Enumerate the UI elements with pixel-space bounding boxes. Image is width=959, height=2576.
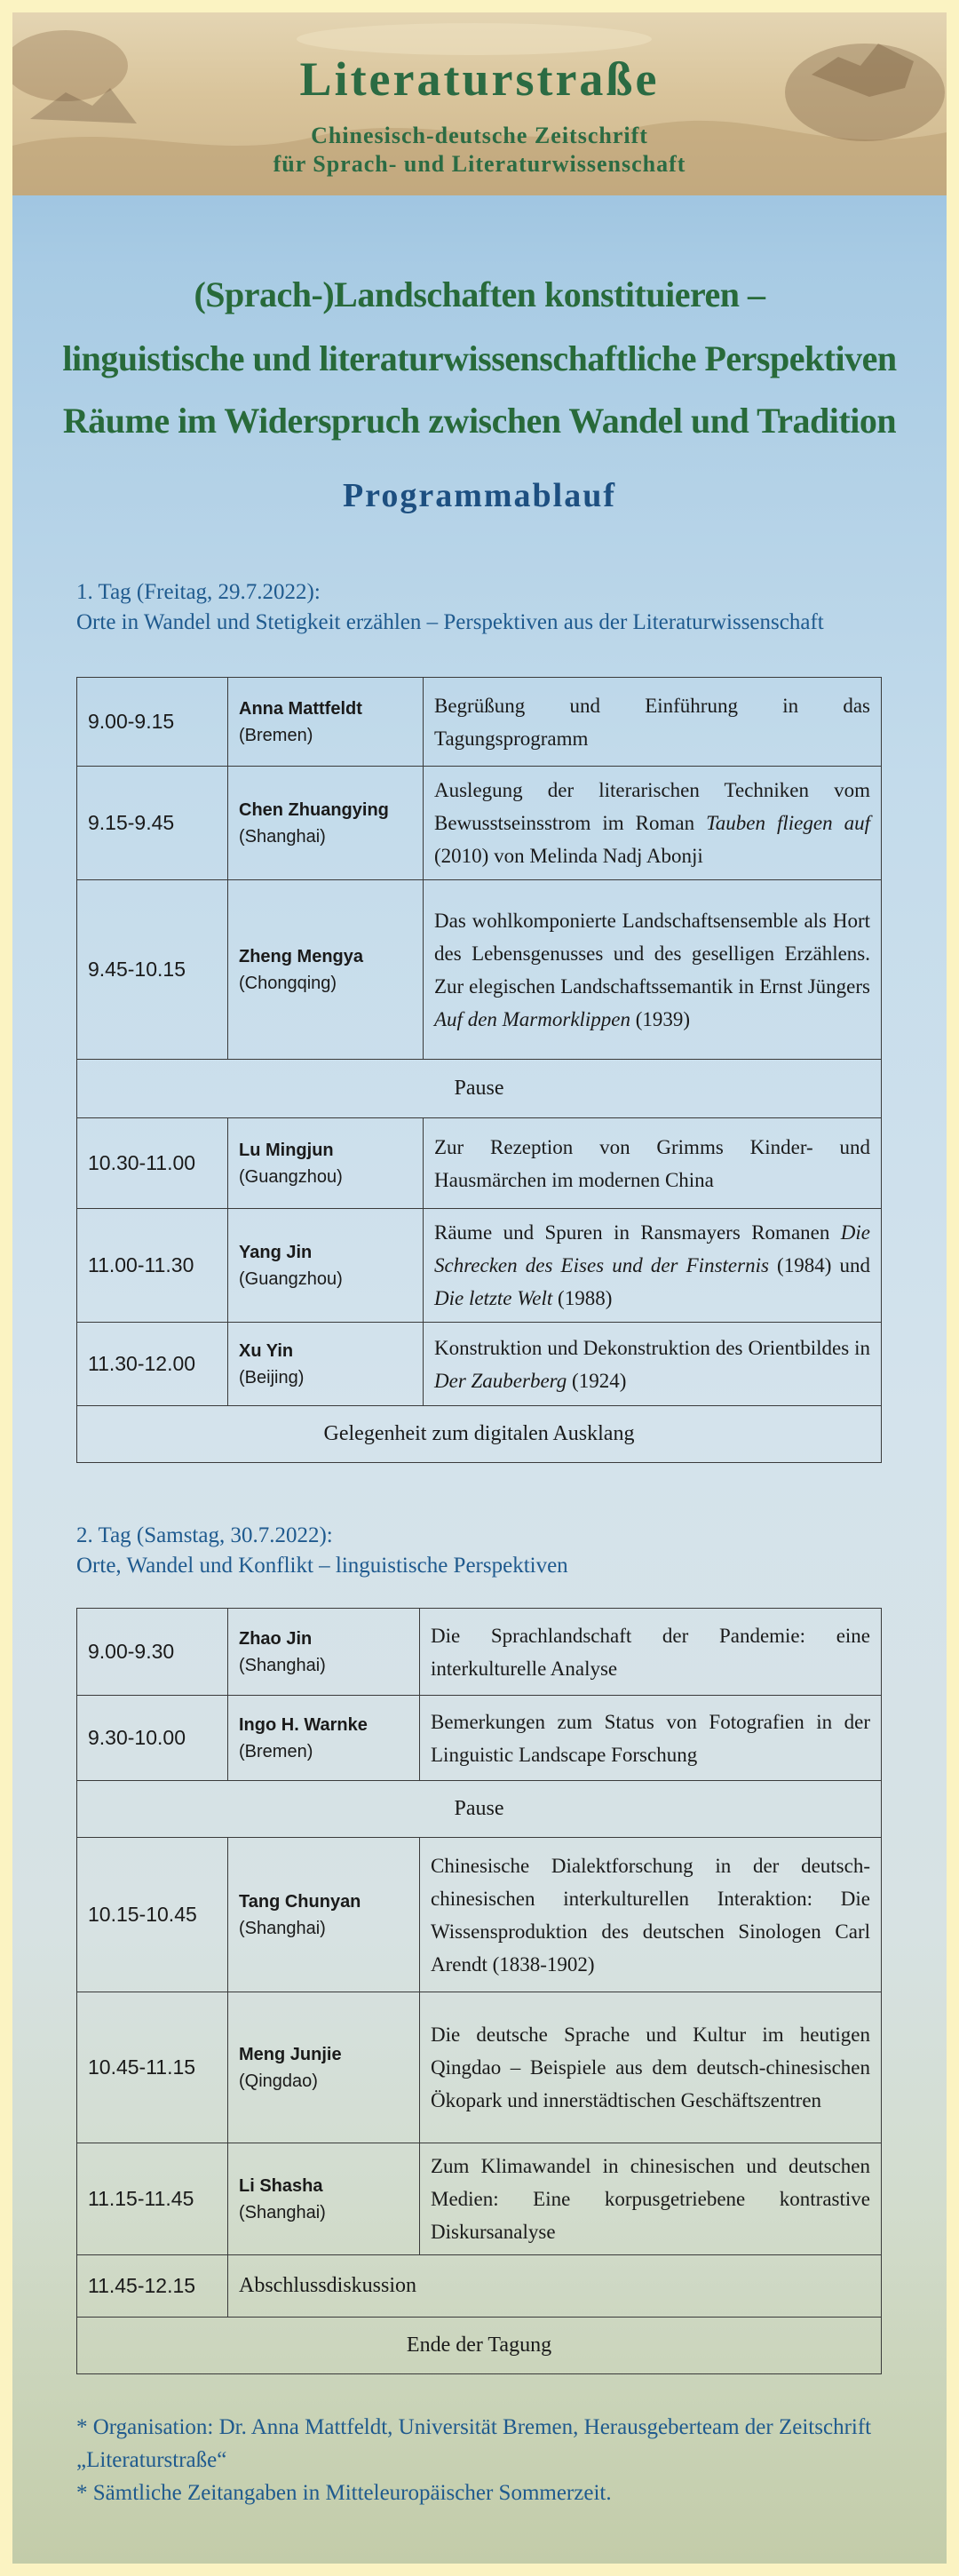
speaker: [228, 1992, 420, 2143]
journal-subtitle-line2: für Sprach- und Literaturwissenschaft: [273, 151, 686, 177]
speaker-city: (Bremen): [239, 725, 313, 745]
journal-title: Literaturstraße: [299, 52, 660, 106]
speaker: [228, 1209, 424, 1323]
table-row: [77, 767, 882, 880]
session-time: 9.00-9.15: [77, 678, 228, 767]
book-title: Auf den Marmorklippen: [434, 1007, 631, 1030]
session-topic: Zur Rezeption von Grimms Kinder- und Hausmärchen im modernen China: [424, 1118, 882, 1209]
table-row: [77, 1609, 882, 1696]
table-row: [77, 1992, 882, 2143]
session-time: 10.15-10.45: [77, 1838, 228, 1992]
speaker-name: Zhao Jin: [239, 1628, 313, 1649]
day1-date: 1. Tag (Freitag, 29.7.2022):: [76, 580, 321, 604]
book-title: Tauben fliegen auf: [706, 812, 871, 834]
speaker-name: Tang Chunyan: [239, 1891, 361, 1912]
journal-subtitle-line1: Chinesisch-deutsche Zeitschrift: [311, 123, 648, 148]
speaker-city: (Shanghai): [239, 1655, 326, 1675]
speaker-city: (Bremen): [239, 1741, 313, 1761]
day2-theme: Orte, Wandel und Konflikt – linguistische Perspektiven: [76, 1554, 568, 1578]
session-time: 9.30-10.00: [77, 1696, 228, 1781]
session-topic: Auslegung der literarischen Techniken vom Bewusstseinsstrom im Roman Tauben fliegen auf (2010) von Melinda Nadj Abonji: [424, 767, 882, 880]
speaker-city: (Guangzhou): [239, 1268, 343, 1289]
day2-date: 2. Tag (Samstag, 30.7.2022):: [76, 1523, 333, 1547]
table-row: [77, 1323, 882, 1406]
speaker-city: (Beijing): [239, 1367, 305, 1387]
table-row-pause: [77, 1060, 882, 1118]
table-row: [77, 1209, 882, 1323]
session-time: 11.15-11.45: [77, 2143, 228, 2255]
speaker-name: Ingo H. Warnke: [239, 1714, 368, 1735]
speaker-city: (Shanghai): [239, 1918, 326, 1938]
table-row: [77, 678, 882, 767]
session-topic: Zum Klimawandel in chinesischen und deutschen Medien: Eine korpusgetriebene kontrastive Diskursanalyse: [420, 2143, 882, 2255]
session-label: Abschlussdiskussion: [228, 2255, 882, 2318]
pause-label: Pause: [77, 1781, 882, 1838]
table-row: [77, 1118, 882, 1209]
headline-line2: linguistische und literaturwissenschaftliche Perspektiven: [62, 338, 897, 378]
speaker: [228, 1609, 420, 1696]
speaker: [228, 880, 424, 1060]
speaker-city: (Shanghai): [239, 2202, 326, 2222]
day2-heading: [76, 1521, 568, 1581]
closing-label: Gelegenheit zum digitalen Ausklang: [77, 1406, 882, 1463]
table-row: [77, 1838, 882, 1992]
table-row: [77, 880, 882, 1060]
session-time: 10.45-11.15: [77, 1992, 228, 2143]
speaker-name: Li Shasha: [239, 2175, 323, 2196]
day1-heading: [76, 577, 824, 638]
session-topic: Chinesische Dialektforschung in der deutsch-chinesischen interkulturellen Interaktion: Die Wissensproduktion des deutschen Sinologen Carl Arendt (1838-1902): [420, 1838, 882, 1992]
footnotes: [76, 2411, 884, 2509]
session-topic: Bemerkungen zum Status von Fotografien in der Linguistic Landscape Forschung: [420, 1696, 882, 1781]
headline-line3: Räume im Widerspruch zwischen Wandel und Tradition: [62, 401, 897, 441]
session-time: 9.00-9.30: [77, 1609, 228, 1696]
table-row-closing: [77, 2318, 882, 2374]
speaker-name: Meng Junjie: [239, 2044, 342, 2064]
book-title: Die Schrecken des Eises und der Finsternis: [434, 1221, 870, 1276]
table-row-closing: [77, 1406, 882, 1463]
speaker: [228, 767, 424, 880]
book-title: Der Zauberberg: [434, 1369, 567, 1392]
table-row-pause: [77, 1781, 882, 1838]
pause-label: Pause: [77, 1060, 882, 1118]
session-time: 11.45-12.15: [77, 2255, 228, 2318]
speaker-name: Anna Mattfeldt: [239, 698, 362, 719]
speaker-city: (Shanghai): [239, 826, 326, 847]
table-row: [77, 2143, 882, 2255]
speaker-name: Chen Zhuangying: [239, 799, 389, 820]
table-row: [77, 2255, 882, 2318]
speaker: [228, 1323, 424, 1406]
session-time: 9.45-10.15: [77, 880, 228, 1060]
footnote-timezone: * Sämtliche Zeitangaben in Mitteleuropäischer Sommerzeit.: [76, 2481, 612, 2505]
speaker-city: (Chongqing): [239, 973, 337, 993]
session-topic: Räume und Spuren in Ransmayers Romanen Die Schrecken des Eises und der Finsternis (1984) und Die letzte Welt (1988): [424, 1209, 882, 1323]
headline-line1: (Sprach-)Landschaften konstituieren –: [194, 274, 765, 314]
program-title: Programmablauf: [342, 477, 617, 514]
speaker-name: Lu Mingjun: [239, 1140, 334, 1160]
session-topic: Die Sprachlandschaft der Pandemie: eine interkulturelle Analyse: [420, 1609, 882, 1696]
session-time: 11.30-12.00: [77, 1323, 228, 1406]
book-title: Die letzte Welt: [434, 1287, 553, 1309]
speaker-name: Zheng Mengya: [239, 946, 364, 966]
speaker: [228, 2143, 420, 2255]
flyer-page: [12, 12, 947, 2564]
session-time: 11.00-11.30: [77, 1209, 228, 1323]
speaker: [228, 1838, 420, 1992]
speaker: [228, 1118, 424, 1209]
session-time: 10.30-11.00: [77, 1118, 228, 1209]
session-topic: Das wohlkomponierte Landschaftsensemble als Hort des Lebensgenusses und des geselligen Erzählens. Zur elegischen Landschaftssemantik in Ernst Jüngers Auf den Marmorklippen (1939): [424, 880, 882, 1060]
speaker-city: (Qingdao): [239, 2071, 318, 2091]
session-topic: Begrüßung und Einführung in das Tagungsprogramm: [424, 678, 882, 767]
day2-schedule-table: [76, 1608, 882, 2374]
speaker-name: Xu Yin: [239, 1340, 294, 1361]
session-topic: Die deutsche Sprache und Kultur im heutigen Qingdao – Beispiele aus dem deutsch-chinesischen Ökopark und innerstädtischen Geschäftszentren: [420, 1992, 882, 2143]
table-row: [77, 1696, 882, 1781]
speaker-city: (Guangzhou): [239, 1166, 343, 1187]
speaker: [228, 678, 424, 767]
banner: [12, 12, 947, 195]
session-topic: Konstruktion und Dekonstruktion des Orientbildes in Der Zauberberg (1924): [424, 1323, 882, 1406]
day1-theme: Orte in Wandel und Stetigkeit erzählen – Perspektiven aus der Literaturwissenschaft: [76, 610, 824, 634]
session-time: 9.15-9.45: [77, 767, 228, 880]
footnote-organisation: * Organisation: Dr. Anna Mattfeldt, Universität Bremen, Herausgeberteam der Zeitschrift „Literaturstraße“: [76, 2415, 872, 2472]
closing-label: Ende der Tagung: [77, 2318, 882, 2374]
day1-schedule-table: [76, 677, 882, 1463]
speaker-name: Yang Jin: [239, 1242, 313, 1262]
speaker: [228, 1696, 420, 1781]
